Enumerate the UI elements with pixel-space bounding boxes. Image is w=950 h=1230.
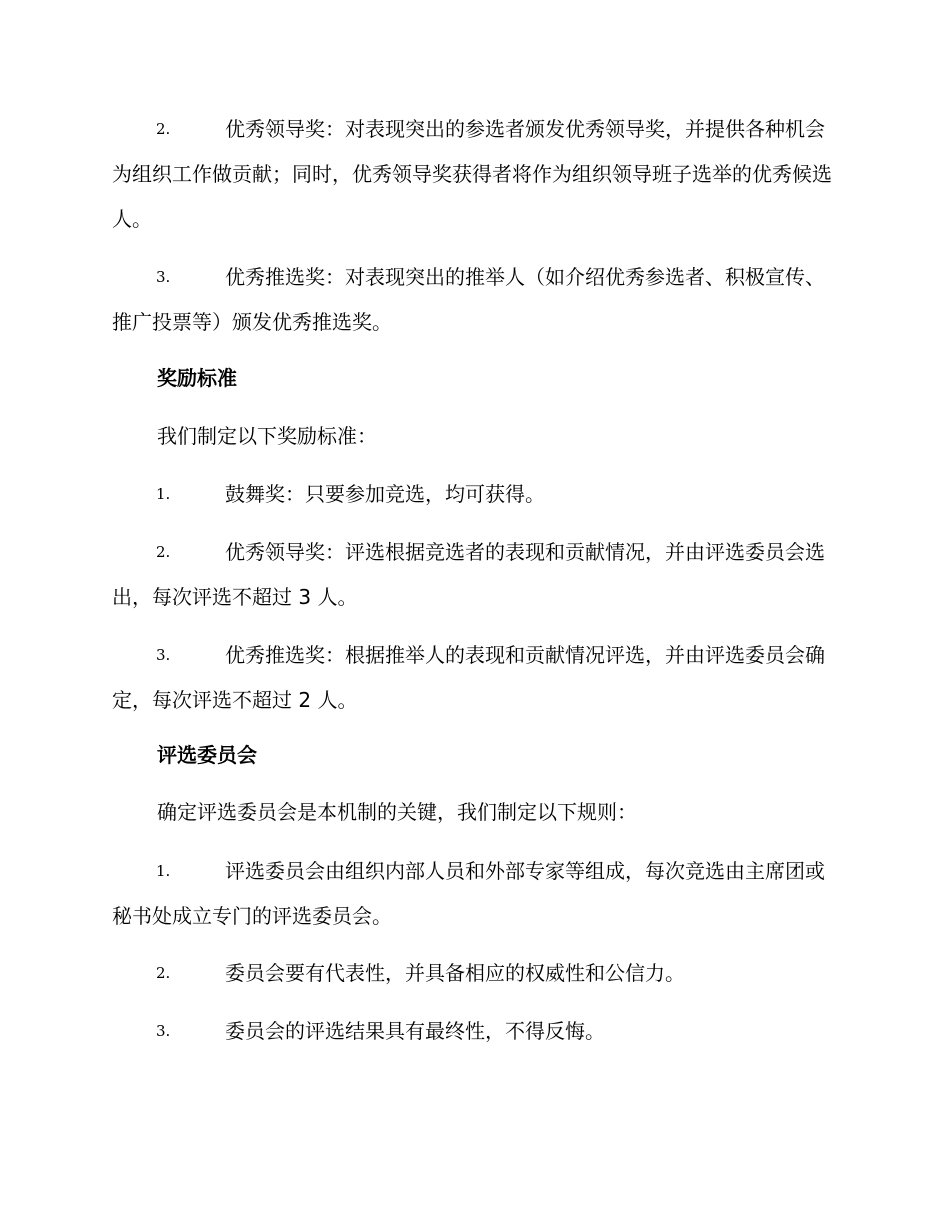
list-item — [112, 472, 834, 517]
list-item — [112, 530, 834, 620]
list-item-text: 委员会要有代表性，并具备相应的权威性和公信力。 — [225, 961, 685, 985]
list-number: 2. — [156, 964, 171, 982]
list-item — [112, 255, 834, 345]
list-number: 2. — [156, 543, 171, 561]
section-heading-award-standards: 奖励标准 — [157, 366, 237, 390]
list-item — [112, 107, 834, 242]
list-number: 3. — [156, 268, 171, 286]
list-item — [112, 633, 834, 723]
list-number: 2. — [156, 120, 171, 138]
list-number: 3. — [156, 1022, 171, 1040]
section-intro: 确定评选委员会是本机制的关键，我们制定以下规则： — [157, 800, 637, 824]
list-item-text: 委员会的评选结果具有最终性，不得反悔。 — [225, 1019, 605, 1043]
list-item-text: 优秀领导奖：对表现突出的参选者颁发优秀领导奖，并提供各种机会为组织工作做贡献；同时，优秀领导奖获得者将作为组织领导班子选举的优秀候选人。 — [112, 117, 832, 231]
list-item-text: 评选委员会由组织内部人员和外部专家等组成，每次竞选由主席团或秘书处成立专门的评选委员会。 — [112, 859, 825, 928]
list-item — [112, 1009, 834, 1054]
list-item-text: 优秀领导奖：评选根据竞选者的表现和贡献情况，并由评选委员会选出，每次评选不超过 3 人。 — [112, 540, 825, 609]
list-number: 1. — [156, 862, 171, 880]
list-item-text: 优秀推选奖：对表现突出的推举人（如介绍优秀参选者、积极宣传、推广投票等）颁发优秀推选奖。 — [112, 265, 825, 334]
list-item — [112, 951, 834, 996]
list-item-text: 鼓舞奖：只要参加竞选，均可获得。 — [225, 482, 545, 506]
list-number: 1. — [156, 485, 171, 503]
list-item-text: 优秀推选奖：根据推举人的表现和贡献情况评选，并由评选委员会确定，每次评选不超过 2 人。 — [112, 643, 825, 712]
list-item — [112, 849, 834, 939]
list-number: 3. — [156, 646, 171, 664]
section-intro: 我们制定以下奖励标准： — [157, 424, 377, 448]
section-heading-committee: 评选委员会 — [157, 743, 257, 767]
